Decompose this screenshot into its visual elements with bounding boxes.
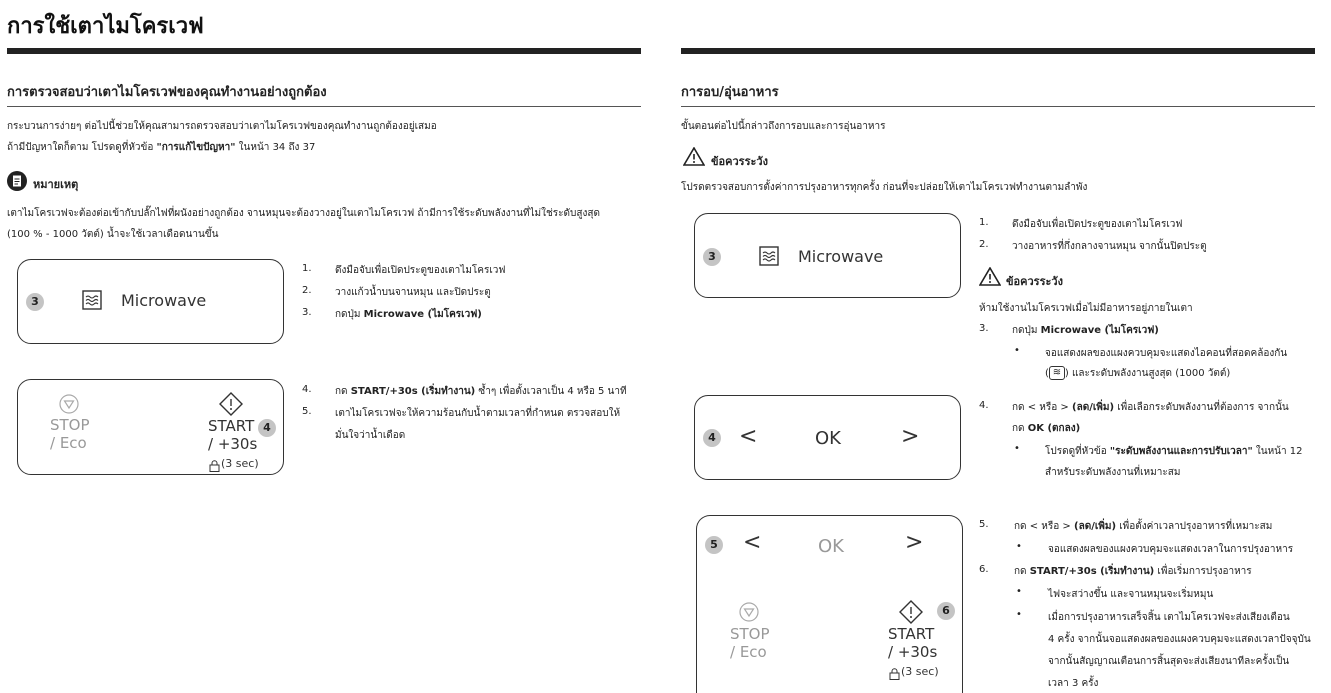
step-text-part: กด [335, 386, 351, 397]
step-text-part: เพื่อเริ่มการปรุงอาหาร [1154, 566, 1252, 577]
microwave-label: Microwave [798, 247, 884, 266]
eco-label: / Eco [50, 434, 87, 452]
step-number: 5. [302, 406, 312, 417]
power-level-ref: "ระดับพลังงานและการปรับเวลา" [1109, 446, 1253, 457]
stop-label: STOP [50, 416, 90, 434]
note-line1: เตาไมโครเวฟจะต้องต่อเข้ากับปลั๊กไฟที่ผนังอย่างถูกต้อง จานหมุนจะต้องวางอยู่ในเตาไมโครเวฟ ถ้ามีการใช้ระดับพลังงานที่ไม่ใช่ระดับสูงสุด [7, 208, 600, 219]
step-text [1014, 519, 1272, 534]
stop-eco-icon [739, 602, 759, 626]
start-label: START [888, 625, 935, 643]
step-text-part: เพื่อเลือกระดับพลังงานที่ต้องการ จากนั้น [1114, 402, 1289, 413]
troubleshooting-ref: "การแก้ไขปัญหา" [156, 142, 236, 153]
step-number: 3. [302, 307, 312, 318]
button-ref: START/+30s (เริ่มทำงาน) [1029, 566, 1155, 577]
eco-label: / Eco [730, 643, 767, 661]
increase-arrow-icon: > [905, 530, 924, 555]
bullet-dot: • [1014, 345, 1020, 356]
stop-eco-icon [59, 394, 79, 418]
step-text-part: ซ้ำๆ เพื่อตั้งเวลาเป็น 4 หรือ 5 นาที [475, 386, 627, 397]
start-icon [219, 392, 243, 420]
step-badge: 3 [703, 248, 721, 266]
button-ref: (ลด/เพิ่ม) [1074, 521, 1117, 532]
step-text-part: กด [1014, 566, 1030, 577]
bullet-dot: • [1016, 586, 1022, 597]
note-title: หมายเหตุ [33, 178, 79, 191]
caution-text: โปรดตรวจสอบการตั้งค่าการปรุงอาหารทุกครั้ง ก่อนที่จะปล่อยให้เตาไมโครเวฟทำงานตามลำพัง [681, 182, 1088, 193]
plus30-label: / +30s [208, 435, 258, 453]
ok-label: OK [815, 428, 841, 449]
step-text: เตาไมโครเวฟจะให้ความร้อนกับน้ำตามเวลาที่กำหนด ตรวจสอบให้ [335, 408, 621, 419]
bullet-text: 4 ครั้ง จากนั้นจอแสดงผลของแผงควบคุมจะแสดงเวลาปัจจุบัน [1048, 634, 1311, 645]
start-icon [899, 600, 923, 628]
step-text: วางแก้วน้ำบนจานหมุน และปิดประตู [335, 287, 491, 298]
step-text: มั่นใจว่าน้ำเดือด [335, 430, 406, 441]
bullet-text-part: ในหน้า 12 [1252, 446, 1303, 457]
lock-icon [209, 457, 220, 476]
bullet-text: เมื่อการปรุงอาหารเสร็จสิ้น เตาไมโครเวฟจะส่งเสียงเตือน [1048, 612, 1290, 623]
bullet-dot: • [1016, 609, 1022, 620]
step-number: 4. [979, 400, 989, 411]
bullet-text-part: ( [1045, 368, 1049, 379]
step-text-part: กด [1012, 423, 1028, 434]
step-number: 6. [979, 564, 989, 575]
step-badge: 4 [703, 429, 721, 447]
bullet-text: จอแสดงผลของแผงควบคุมจะแสดงไอคอนที่สอดคล้องกัน [1045, 348, 1288, 359]
control-panel-ok [694, 395, 961, 480]
ok-label: OK [818, 536, 844, 557]
bullet-text [1045, 444, 1303, 459]
step-text-part: กดปุ่ม [1012, 325, 1041, 336]
warning-icon [683, 147, 705, 170]
bullet-dot: • [1014, 443, 1020, 454]
step-text: วางอาหารที่กึ่งกลางจานหมุน จากนั้นปิดประตู [1012, 241, 1207, 252]
control-panel-microwave [694, 213, 961, 298]
increase-arrow-icon: > [901, 424, 920, 449]
button-ref: START/+30s (เริ่มทำงาน) [350, 386, 476, 397]
right-intro: ขั้นตอนต่อไปนี้กล่าวถึงการอบและการอุ่นอาหาร [681, 121, 886, 132]
bullet-text [1045, 366, 1230, 381]
right-section-rule [681, 106, 1315, 107]
step-text: ดึงมือจับเพื่อเปิดประตูของเตาไมโครเวฟ [1012, 219, 1183, 230]
left-header-bar [7, 48, 641, 54]
step-text [335, 384, 627, 399]
bullet-text: ไฟจะสว่างขึ้น และจานหมุนจะเริ่มหมุน [1048, 589, 1214, 600]
control-panel-start [17, 379, 284, 475]
page-title: การใช้เตาไมโครเวฟ [7, 13, 204, 39]
button-ref: Microwave (ไมโครเวฟ) [363, 309, 482, 320]
caution-title: ข้อควรระวัง [711, 155, 768, 168]
step-number: 1. [302, 263, 312, 274]
decrease-arrow-icon: < [739, 424, 758, 449]
bullet-text: เวลา 3 ครั้ง [1048, 678, 1099, 689]
caution-text: ห้ามใช้งานไมโครเวฟเมื่อไม่มีอาหารอยู่ภายในเตา [979, 303, 1193, 314]
bullet-dot: • [1016, 541, 1022, 552]
step-number: 5. [979, 519, 989, 530]
step-text [1012, 400, 1289, 415]
lock-label: (3 sec) [221, 457, 259, 470]
start-label: START [208, 417, 255, 435]
step-text-part: กด < หรือ > [1012, 402, 1072, 413]
decrease-arrow-icon: < [743, 530, 762, 555]
step-text [1014, 564, 1252, 579]
intro2-pages: ในหน้า 34 ถึง 37 [235, 142, 316, 153]
note-icon [7, 171, 27, 195]
step-badge: 3 [26, 293, 44, 311]
left-intro-line2 [7, 140, 315, 155]
step-number: 2. [979, 239, 989, 250]
caution-title: ข้อควรระวัง [1006, 275, 1063, 288]
step-badge: 5 [705, 536, 723, 554]
microwave-label: Microwave [121, 291, 207, 310]
lock-label: (3 sec) [901, 665, 939, 678]
step-badge: 6 [937, 602, 955, 620]
microwave-icon: ≋ [1049, 366, 1065, 380]
lock-icon [889, 665, 900, 684]
left-section-rule [7, 106, 641, 107]
left-section-title: การตรวจสอบว่าเตาไมโครเวฟของคุณทำงานอย่างถูกต้อง [7, 85, 327, 100]
bullet-text: สำหรับระดับพลังงานที่เหมาะสม [1045, 467, 1181, 478]
intro2-text: ถ้ามีปัญหาใดก็ตาม โปรดดูที่หัวข้อ [7, 142, 157, 153]
bullet-text-part: โปรดดูที่หัวข้อ [1045, 446, 1110, 457]
right-header-bar [681, 48, 1315, 54]
control-panel-microwave [17, 259, 284, 344]
step-text-part: เพื่อตั้งค่าเวลาปรุงอาหารที่เหมาะสม [1116, 521, 1273, 532]
step-text [1012, 323, 1159, 338]
left-intro-line1: กระบวนการง่ายๆ ต่อไปนี้ช่วยให้คุณสามารถตรวจสอบว่าเตาไมโครเวฟของคุณทำงานถูกต้องอยู่เสมอ [7, 121, 437, 132]
step-text [1012, 421, 1080, 436]
step-text-part: กดปุ่ม [335, 309, 364, 320]
step-number: 3. [979, 323, 989, 334]
button-ref: Microwave (ไมโครเวฟ) [1040, 325, 1159, 336]
step-badge: 4 [258, 419, 276, 437]
warning-icon [979, 267, 1001, 290]
note-line2: (100 % - 1000 วัตต์) น้ำจะใช้เวลาเดือดนานขึ้น [7, 229, 219, 240]
step-number: 4. [302, 384, 312, 395]
plus30-label: / +30s [888, 643, 938, 661]
right-section-title: การอบ/อุ่นอาหาร [681, 85, 779, 100]
microwave-icon [759, 246, 779, 270]
step-text-part: กด < หรือ > [1014, 521, 1074, 532]
step-number: 2. [302, 285, 312, 296]
stop-label: STOP [730, 625, 770, 643]
step-text: ดึงมือจับเพื่อเปิดประตูของเตาไมโครเวฟ [335, 265, 506, 276]
bullet-text-part: ) และระดับพลังงานสูงสุด (1000 วัตต์) [1064, 368, 1231, 379]
bullet-text: จอแสดงผลของแผงควบคุมจะแสดงเวลาในการปรุงอาหาร [1048, 544, 1294, 555]
control-panel-ok-start [696, 515, 963, 693]
bullet-text: จากนั้นสัญญาณเตือนการสิ้นสุดจะส่งเสียงนาทีละครั้งเป็น [1048, 656, 1290, 667]
microwave-icon [82, 290, 102, 314]
step-number: 1. [979, 217, 989, 228]
button-ref: (ลด/เพิ่ม) [1072, 402, 1115, 413]
step-text [335, 307, 482, 322]
button-ref: OK (ตกลง) [1027, 423, 1081, 434]
